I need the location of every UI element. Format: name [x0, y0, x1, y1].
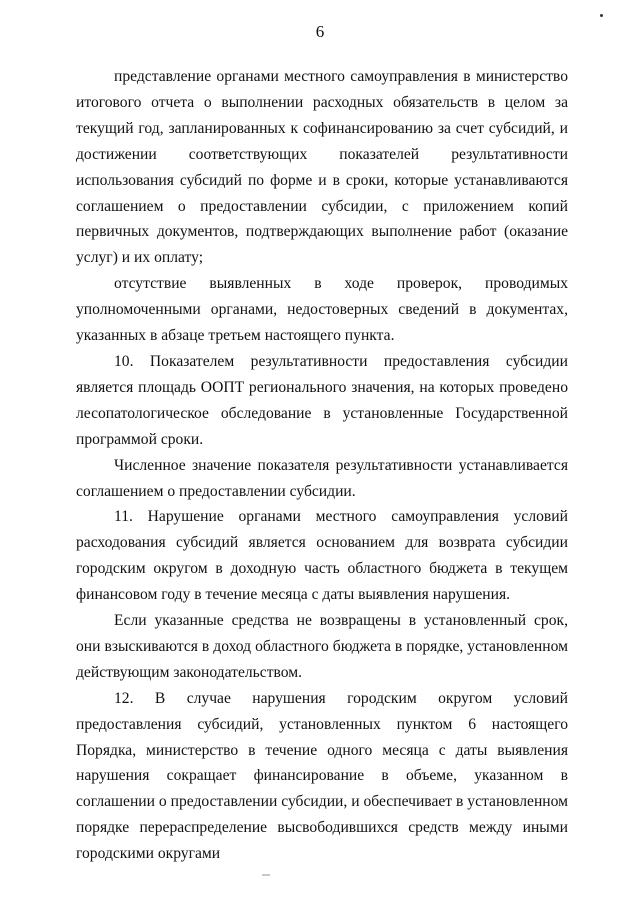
page-number: 6: [315, 22, 325, 41]
scan-speck: [600, 14, 603, 17]
scan-mark: [262, 874, 270, 876]
document-body: [76, 64, 568, 867]
paragraph-report-submission: представление органами местного самоуправления в министерство итогового отчета о выполнении расходных обязательств в целом за текущий год, запланированных к софинансированию за счет субсидий, и достижении соответствующих показателей результативности использования субсидий по форме и в сроки, которые устанавливаются соглашением о предоставлении субсидии, с приложением копий первичных документов, подтверждающих выполнение работ (оказание услуг) и их оплату;: [76, 68, 568, 267]
paragraph-indicator-value: Численное значение показателя результативности устанавливается соглашением о предоставлении субсидии.: [76, 456, 568, 500]
paragraph-item-12: 12. В случае нарушения городским округом условий предоставления субсидий, установленных пунктом 6 настоящего Порядка, министерство в течение одного месяца с даты выявления нарушения сокращает финансирование в объеме, указанном в соглашении о предоставлении субсидии, и обеспечивает в установленном порядке перераспределение высвободившихся средств между иными городскими округами: [76, 689, 568, 863]
paragraph-item-11: 11. Нарушение органами местного самоуправления условий расходования субсидий является основанием для возврата субсидии городским округом в доходную часть областного бюджета в текущем финансовом году в течение месяца с даты выявления нарушения.: [76, 508, 568, 604]
paragraph-absence-of-inaccuracies: отсутствие выявленных в ходе проверок, проводимых уполномоченными органами, недостоверных сведений в документах, указанных в абзаце третьем настоящего пункта.: [76, 275, 568, 345]
paragraph-recovery: Если указанные средства не возвращены в установленный срок, они взыскиваются в доход областного бюджета в порядке, установленном действующим законодательством.: [76, 612, 568, 681]
paragraph-item-10: 10. Показателем результативности предоставления субсидии является площадь ООПТ регионального значения, на которых проведено лесопатологическое обследование в установленные Государственной программой сроки.: [76, 352, 568, 448]
